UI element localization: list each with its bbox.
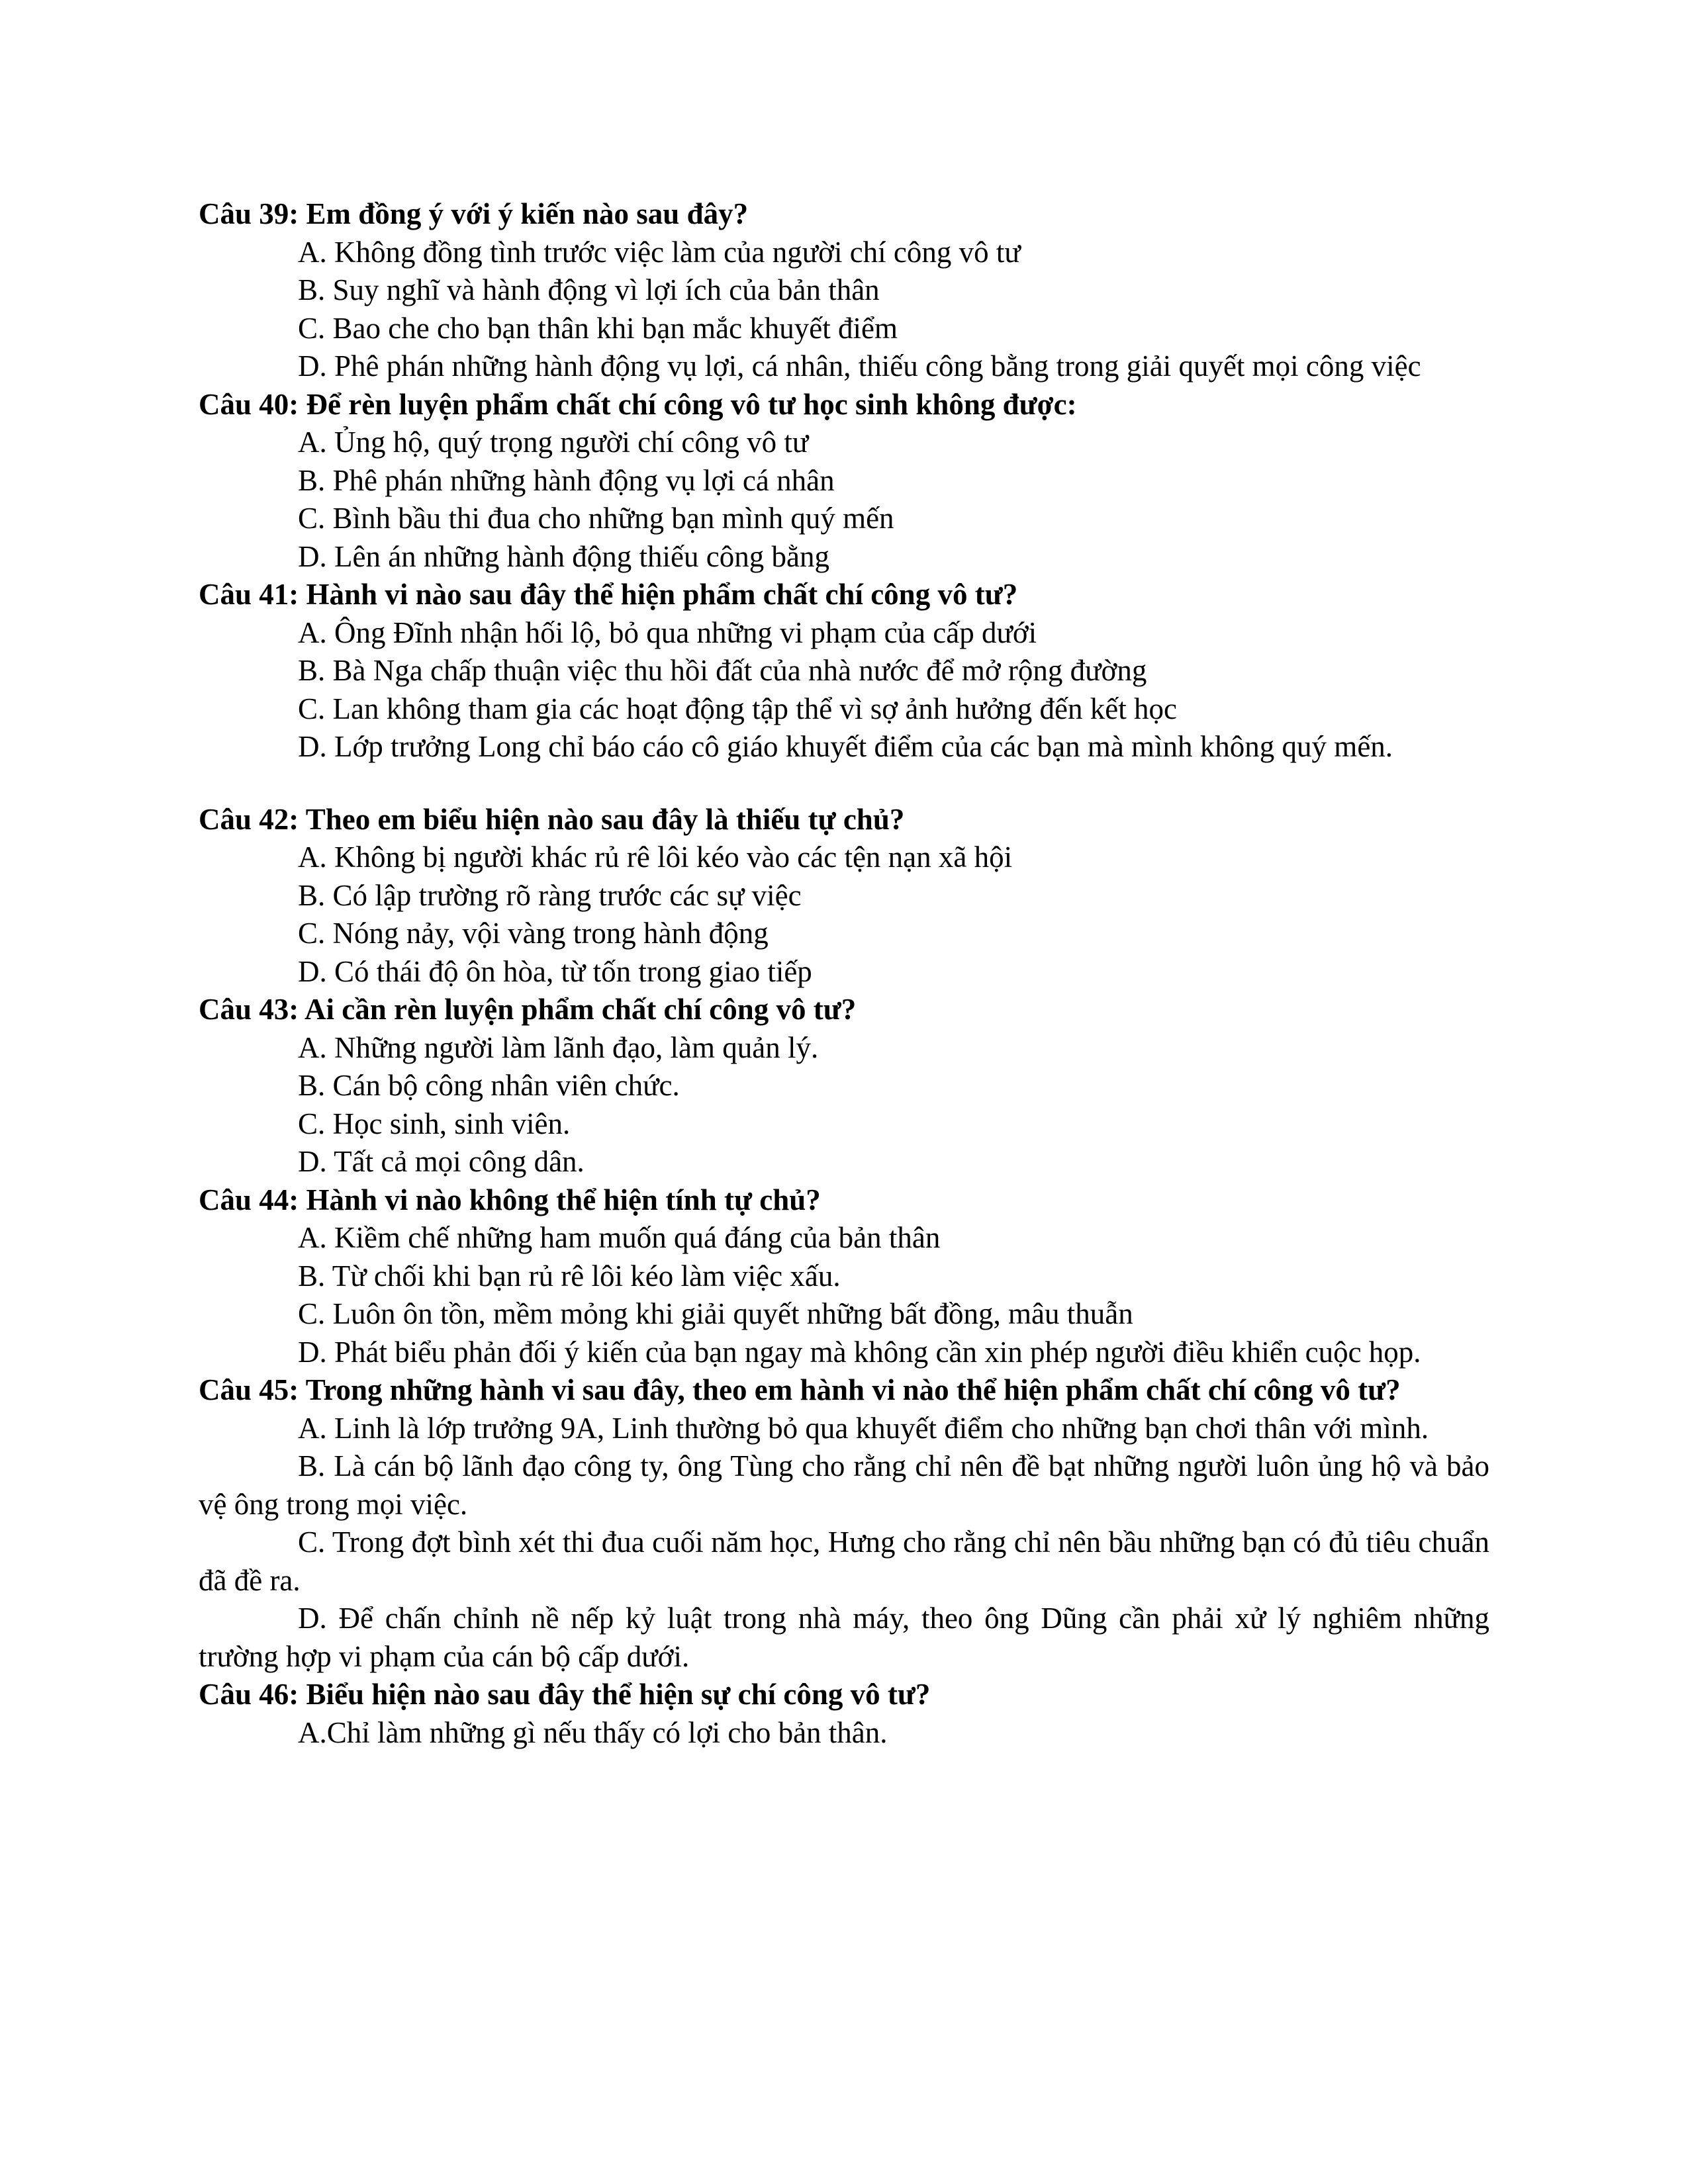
option-a: A. Không bị người khác rủ rê lôi kéo vào các tện nạn xã hội bbox=[298, 841, 1013, 874]
blank-line bbox=[199, 766, 1489, 801]
option-b: B. Từ chối khi bạn rủ rê lôi kéo làm việc xấu. bbox=[298, 1259, 841, 1293]
option-d: D. Để chấn chỉnh nề nếp kỷ luật trong nhà máy, theo ông Dũng cần phải xử lý nghiêm những trường hợp vi phạm của cán bộ cấp dưới. bbox=[199, 1602, 1489, 1673]
option-c: C. Lan không tham gia các hoạt động tập thể vì sợ ảnh hưởng đến kết học bbox=[298, 692, 1177, 725]
option-a: A.Chỉ làm những gì nếu thấy có lợi cho bản thân. bbox=[298, 1715, 888, 1749]
question-title: Câu 40: Để rèn luyện phẩm chất chí công vô tư học sinh không được: bbox=[199, 387, 1077, 421]
question-title: Câu 42: Theo em biểu hiện nào sau đây là thiếu tự chủ? bbox=[199, 802, 905, 836]
option-d: D. Phê phán những hành động vụ lợi, cá nhân, thiếu công bằng trong giải quyết mọi công việc bbox=[298, 349, 1421, 383]
question-title: Câu 39: Em đồng ý với ý kiến nào sau đây? bbox=[199, 197, 749, 230]
option-a: A. Linh là lớp trưởng 9A, Linh thường bỏ qua khuyết điểm cho những bạn chơi thân với mình. bbox=[298, 1411, 1429, 1445]
option-a: A. Ủng hộ, quý trọng người chí công vô tư bbox=[298, 426, 809, 459]
question-43 bbox=[199, 991, 1489, 1181]
question-41 bbox=[199, 576, 1489, 766]
option-c: C. Nóng nảy, vội vàng trong hành động bbox=[298, 917, 769, 950]
question-46 bbox=[199, 1676, 1489, 1752]
question-title: Câu 45: Trong những hành vi sau đây, theo em hành vi nào thể hiện phẩm chất chí công vô tư? bbox=[199, 1373, 1401, 1406]
question-39 bbox=[199, 195, 1489, 386]
option-a: A. Những người làm lãnh đạo, làm quản lý. bbox=[298, 1030, 819, 1064]
option-c: C. Học sinh, sinh viên. bbox=[298, 1107, 571, 1140]
question-44 bbox=[199, 1181, 1489, 1372]
question-40 bbox=[199, 386, 1489, 576]
option-b: B. Suy nghĩ và hành động vì lợi ích của bản thân bbox=[298, 273, 880, 306]
option-d: D. Lớp trưởng Long chỉ báo cáo cô giáo khuyết điểm của các bạn mà mình không quý mến. bbox=[298, 730, 1393, 763]
question-45 bbox=[199, 1371, 1489, 1676]
question-title: Câu 46: Biểu hiện nào sau đây thể hiện sự chí công vô tư? bbox=[199, 1678, 931, 1711]
option-b: B. Bà Nga chấp thuận việc thu hồi đất của nhà nước để mở rộng đường bbox=[298, 654, 1147, 687]
option-c: C. Bình bầu thi đua cho những bạn mình quý mến bbox=[298, 502, 894, 535]
option-a: A. Ông Đĩnh nhận hối lộ, bỏ qua những vi phạm của cấp dưới bbox=[298, 615, 1037, 649]
option-b: B. Cán bộ công nhân viên chức. bbox=[298, 1069, 680, 1102]
option-d: D. Tất cả mọi công dân. bbox=[298, 1145, 585, 1178]
option-a: A. Không đồng tình trước việc làm của người chí công vô tư bbox=[298, 235, 1021, 269]
option-b: B. Là cán bộ lãnh đạo công ty, ông Tùng cho rằng chỉ nên đề bạt những người luôn ủng hộ và bảo vệ ông trong mọi việc. bbox=[199, 1449, 1489, 1521]
option-d: D. Phát biểu phản đối ý kiến của bạn ngay mà không cần xin phép người điều khiển cuộc họp. bbox=[298, 1335, 1421, 1369]
document-page bbox=[199, 195, 1489, 1752]
question-title: Câu 43: Ai cần rèn luyện phẩm chất chí công vô tư? bbox=[199, 993, 857, 1026]
option-d: D. Lên án những hành động thiếu công bằng bbox=[298, 539, 829, 573]
question-42 bbox=[199, 801, 1489, 991]
option-c: C. Trong đợt bình xét thi đua cuối năm học, Hưng cho rằng chỉ nên bầu những bạn có đủ tiêu chuẩn đã đề ra. bbox=[199, 1525, 1489, 1597]
option-b: B. Có lập trường rõ ràng trước các sự việc bbox=[298, 878, 802, 912]
option-c: C. Luôn ôn tồn, mềm mỏng khi giải quyết những bất đồng, mâu thuẫn bbox=[298, 1297, 1133, 1330]
option-a: A. Kiềm chế những ham muốn quá đáng của bản thân bbox=[298, 1221, 941, 1254]
option-b: B. Phê phán những hành động vụ lợi cá nhân bbox=[298, 463, 835, 497]
option-c: C. Bao che cho bạn thân khi bạn mắc khuyết điểm bbox=[298, 311, 898, 345]
question-title: Câu 44: Hành vi nào không thể hiện tính tự chủ? bbox=[199, 1183, 821, 1216]
question-title: Câu 41: Hành vi nào sau đây thể hiện phẩm chất chí công vô tư? bbox=[199, 578, 1018, 611]
option-d: D. Có thái độ ôn hòa, từ tốn trong giao tiếp bbox=[298, 954, 812, 988]
